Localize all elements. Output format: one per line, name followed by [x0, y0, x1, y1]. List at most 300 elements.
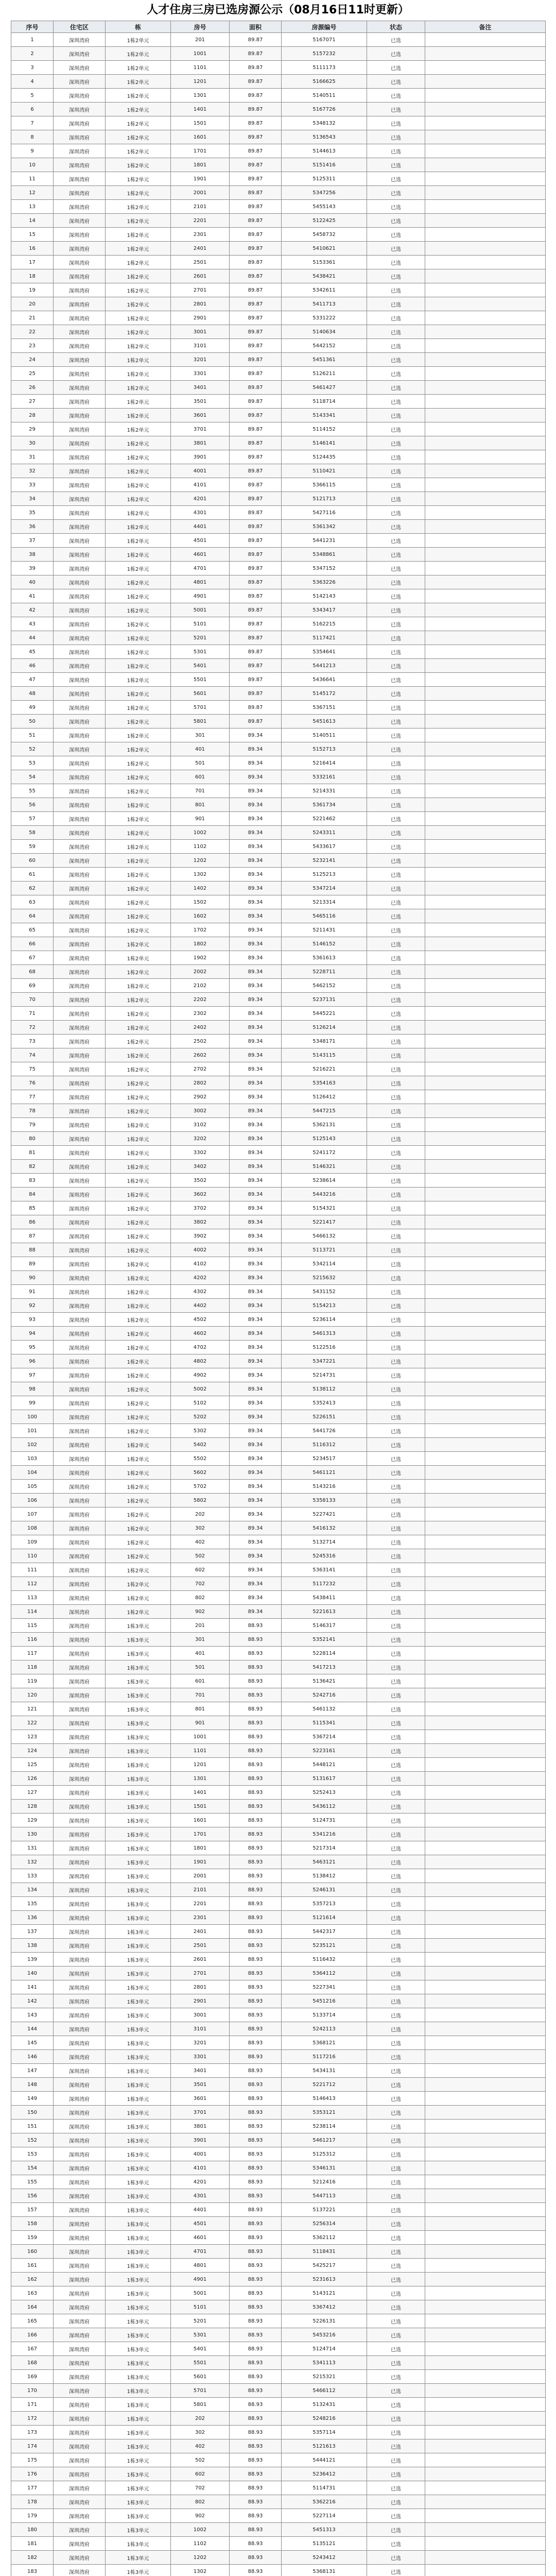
building-cell: 1栋2单元: [106, 1299, 171, 1313]
project-cell: 深圳湾府: [54, 2078, 106, 2092]
project-cell: 深圳湾府: [54, 1118, 106, 1132]
unit-cell: 5601: [171, 687, 230, 701]
note-cell: [425, 1967, 546, 1980]
project-cell: 深圳湾府: [54, 1076, 106, 1090]
status-cell: 已选: [367, 75, 425, 89]
note-cell: [425, 1494, 546, 1507]
note-cell: [425, 367, 546, 381]
building-cell: 1栋2单元: [106, 1062, 171, 1076]
project-cell: 深圳湾府: [54, 2008, 106, 2022]
area-cell: 89.34: [230, 1507, 282, 1521]
seq-cell: 83: [11, 1174, 54, 1188]
unit-cell: 4801: [171, 2259, 230, 2273]
status-cell: 已选: [367, 172, 425, 186]
building-cell: 1栋2单元: [106, 381, 171, 395]
unit-cell: 501: [171, 756, 230, 770]
project-cell: 深圳湾府: [54, 1396, 106, 1410]
status-cell: 已选: [367, 2453, 425, 2467]
project-cell: 深圳湾府: [54, 2495, 106, 2509]
status-cell: 已选: [367, 923, 425, 937]
status-cell: 已选: [367, 575, 425, 589]
seq-cell: 76: [11, 1076, 54, 1090]
area-cell: 88.93: [230, 2259, 282, 2273]
table-row: [11, 2453, 546, 2467]
note-cell: [425, 200, 546, 214]
building-cell: 1栋3单元: [106, 1939, 171, 1953]
note-cell: [425, 283, 546, 297]
table-row: [11, 1772, 546, 1786]
status-cell: 已选: [367, 2412, 425, 2426]
listing-code-cell: 5136543: [282, 130, 367, 144]
listing-code-cell: 5136421: [282, 1674, 367, 1688]
project-cell: 深圳湾府: [54, 2342, 106, 2356]
seq-cell: 87: [11, 1229, 54, 1243]
project-cell: 深圳湾府: [54, 1466, 106, 1480]
area-cell: 88.93: [230, 1855, 282, 1869]
listing-code-cell: 5348171: [282, 1035, 367, 1048]
project-cell: 深圳湾府: [54, 673, 106, 687]
building-cell: 1栋3单元: [106, 1744, 171, 1758]
table-row: [11, 1494, 546, 1507]
area-cell: 89.87: [230, 436, 282, 450]
project-cell: 深圳湾府: [54, 1410, 106, 1424]
building-cell: 1栋2单元: [106, 937, 171, 951]
listing-code-cell: 5110421: [282, 464, 367, 478]
listing-code-cell: 5117421: [282, 631, 367, 645]
listing-code-cell: 5214731: [282, 1368, 367, 1382]
table-row: [11, 1062, 546, 1076]
status-cell: 已选: [367, 1368, 425, 1382]
status-cell: 已选: [367, 687, 425, 701]
area-cell: 89.87: [230, 673, 282, 687]
project-cell: 深圳湾府: [54, 2537, 106, 2551]
listing-code-cell: 5124714: [282, 2342, 367, 2356]
note-cell: [425, 715, 546, 728]
area-cell: 89.87: [230, 47, 282, 61]
table-row: [11, 854, 546, 868]
table-row: [11, 589, 546, 603]
area-cell: 88.93: [230, 2022, 282, 2036]
area-cell: 88.93: [230, 2453, 282, 2467]
status-cell: 已选: [367, 1174, 425, 1188]
header-listing-code: 房源编号: [282, 21, 367, 33]
area-cell: 89.34: [230, 770, 282, 784]
unit-cell: 4902: [171, 1368, 230, 1382]
table-row: [11, 2064, 546, 2078]
table-row: [11, 840, 546, 854]
unit-cell: 1102: [171, 840, 230, 854]
unit-cell: 5201: [171, 2314, 230, 2328]
area-cell: 88.93: [230, 2286, 282, 2300]
note-cell: [425, 144, 546, 158]
note-cell: [425, 2314, 546, 2328]
status-cell: 已选: [367, 1257, 425, 1271]
unit-cell: 702: [171, 1577, 230, 1591]
building-cell: 1栋3单元: [106, 1674, 171, 1688]
table-row: [11, 2133, 546, 2147]
project-cell: 深圳湾府: [54, 1257, 106, 1271]
seq-cell: 138: [11, 1939, 54, 1953]
table-row: [11, 2175, 546, 2189]
listing-code-cell: 5124435: [282, 450, 367, 464]
note-cell: [425, 617, 546, 631]
area-cell: 88.93: [230, 1660, 282, 1674]
table-row: [11, 242, 546, 256]
note-cell: [425, 1897, 546, 1911]
project-cell: 深圳湾府: [54, 2259, 106, 2273]
listing-code-cell: 5117216: [282, 2050, 367, 2064]
table-row: [11, 1674, 546, 1688]
area-cell: 89.34: [230, 1313, 282, 1327]
building-cell: 1栋3单元: [106, 1814, 171, 1827]
status-cell: 已选: [367, 770, 425, 784]
note-cell: [425, 2203, 546, 2217]
status-cell: 已选: [367, 812, 425, 826]
unit-cell: 2401: [171, 242, 230, 256]
table-row: [11, 812, 546, 826]
note-cell: [425, 116, 546, 130]
building-cell: 1栋2单元: [106, 1160, 171, 1174]
project-cell: 深圳湾府: [54, 715, 106, 728]
area-cell: 88.93: [230, 2106, 282, 2120]
seq-cell: 56: [11, 798, 54, 812]
project-cell: 深圳湾府: [54, 2231, 106, 2245]
building-cell: 1栋3单元: [106, 1716, 171, 1730]
unit-cell: 1302: [171, 868, 230, 882]
table-row: [11, 1021, 546, 1035]
listing-code-cell: 5212416: [282, 2175, 367, 2189]
table-row: [11, 1744, 546, 1758]
table-row: [11, 2106, 546, 2120]
project-cell: 深圳湾府: [54, 854, 106, 868]
project-cell: 深圳湾府: [54, 2356, 106, 2370]
unit-cell: 1401: [171, 1786, 230, 1800]
seq-cell: 25: [11, 367, 54, 381]
area-cell: 89.87: [230, 478, 282, 492]
area-cell: 89.34: [230, 854, 282, 868]
seq-cell: 81: [11, 1146, 54, 1160]
area-cell: 88.93: [230, 2342, 282, 2356]
unit-cell: 3001: [171, 2008, 230, 2022]
status-cell: 已选: [367, 2203, 425, 2217]
table-row: [11, 381, 546, 395]
status-cell: 已选: [367, 103, 425, 116]
area-cell: 89.34: [230, 882, 282, 895]
seq-cell: 170: [11, 2384, 54, 2398]
building-cell: 1栋2单元: [106, 311, 171, 325]
status-cell: 已选: [367, 756, 425, 770]
note-cell: [425, 1480, 546, 1494]
status-cell: 已选: [367, 1438, 425, 1452]
area-cell: 88.93: [230, 2120, 282, 2133]
area-cell: 89.34: [230, 1160, 282, 1174]
project-cell: 深圳湾府: [54, 2453, 106, 2467]
note-cell: [425, 409, 546, 422]
table-row: [11, 1341, 546, 1354]
status-cell: 已选: [367, 2481, 425, 2495]
unit-cell: 4301: [171, 506, 230, 520]
listing-code-cell: 5366115: [282, 478, 367, 492]
building-cell: 1栋3单元: [106, 1869, 171, 1883]
project-cell: 深圳湾府: [54, 1507, 106, 1521]
building-cell: 1栋3单元: [106, 2106, 171, 2120]
project-cell: 深圳湾府: [54, 1048, 106, 1062]
seq-cell: 108: [11, 1521, 54, 1535]
table-row: [11, 395, 546, 409]
status-cell: 已选: [367, 854, 425, 868]
listing-code-cell: 5352413: [282, 1396, 367, 1410]
note-cell: [425, 1633, 546, 1647]
building-cell: 1栋2单元: [106, 130, 171, 144]
unit-cell: 5002: [171, 1382, 230, 1396]
note-cell: [425, 784, 546, 798]
building-cell: 1栋2单元: [106, 464, 171, 478]
seq-cell: 178: [11, 2495, 54, 2509]
seq-cell: 39: [11, 562, 54, 575]
status-cell: 已选: [367, 283, 425, 297]
area-cell: 89.87: [230, 603, 282, 617]
area-cell: 89.34: [230, 1215, 282, 1229]
seq-cell: 9: [11, 144, 54, 158]
status-cell: 已选: [367, 1201, 425, 1215]
unit-cell: 3801: [171, 2120, 230, 2133]
note-cell: [425, 61, 546, 75]
unit-cell: 1601: [171, 1814, 230, 1827]
note-cell: [425, 742, 546, 756]
seq-cell: 2: [11, 47, 54, 61]
listing-code-cell: 5162215: [282, 617, 367, 631]
project-cell: 深圳湾府: [54, 1911, 106, 1925]
unit-cell: 2501: [171, 1939, 230, 1953]
building-cell: 1栋2单元: [106, 1229, 171, 1243]
table-row: [11, 1257, 546, 1271]
status-cell: 已选: [367, 1118, 425, 1132]
unit-cell: 2801: [171, 1980, 230, 1994]
project-cell: 深圳湾府: [54, 1007, 106, 1021]
note-cell: [425, 798, 546, 812]
listing-code-cell: 5341113: [282, 2356, 367, 2370]
seq-cell: 89: [11, 1257, 54, 1271]
unit-cell: 902: [171, 2509, 230, 2523]
listing-code-cell: 5216221: [282, 1062, 367, 1076]
unit-cell: 2601: [171, 269, 230, 283]
table-row: [11, 1967, 546, 1980]
unit-cell: 3402: [171, 1160, 230, 1174]
area-cell: 89.87: [230, 645, 282, 659]
area-cell: 89.34: [230, 1229, 282, 1243]
status-cell: 已选: [367, 937, 425, 951]
area-cell: 89.87: [230, 61, 282, 75]
seq-cell: 107: [11, 1507, 54, 1521]
table-row: [11, 1480, 546, 1494]
unit-cell: 1201: [171, 75, 230, 89]
unit-cell: 1501: [171, 1800, 230, 1814]
unit-cell: 4301: [171, 2189, 230, 2203]
listing-code-cell: 5223161: [282, 1744, 367, 1758]
project-cell: 深圳湾府: [54, 868, 106, 882]
status-cell: 已选: [367, 33, 425, 47]
status-cell: 已选: [367, 200, 425, 214]
table-row: [11, 1716, 546, 1730]
listing-code-cell: 5121713: [282, 492, 367, 506]
seq-cell: 13: [11, 200, 54, 214]
status-cell: 已选: [367, 1911, 425, 1925]
area-cell: 88.93: [230, 1716, 282, 1730]
building-cell: 1栋3单元: [106, 1827, 171, 1841]
seq-cell: 137: [11, 1925, 54, 1939]
seq-cell: 29: [11, 422, 54, 436]
note-cell: [425, 2231, 546, 2245]
area-cell: 88.93: [230, 2064, 282, 2078]
note-cell: [425, 1925, 546, 1939]
building-cell: 1栋3单元: [106, 2231, 171, 2245]
project-cell: 深圳湾府: [54, 965, 106, 979]
note-cell: [425, 1021, 546, 1035]
listing-code-cell: 5347221: [282, 1354, 367, 1368]
unit-cell: 1402: [171, 882, 230, 895]
seq-cell: 122: [11, 1716, 54, 1730]
note-cell: [425, 1410, 546, 1424]
area-cell: 89.87: [230, 144, 282, 158]
area-cell: 89.34: [230, 1521, 282, 1535]
note-cell: [425, 1076, 546, 1090]
table-row: [11, 2537, 546, 2551]
building-cell: 1栋2单元: [106, 798, 171, 812]
project-cell: 深圳湾府: [54, 1619, 106, 1633]
area-cell: 89.34: [230, 840, 282, 854]
listing-code-cell: 5341216: [282, 1827, 367, 1841]
building-cell: 1栋2单元: [106, 1563, 171, 1577]
seq-cell: 126: [11, 1772, 54, 1786]
note-cell: [425, 1007, 546, 1021]
listing-code-cell: 5453216: [282, 2328, 367, 2342]
unit-cell: 3501: [171, 395, 230, 409]
note-cell: [425, 1090, 546, 1104]
table-row: [11, 1466, 546, 1480]
seq-cell: 103: [11, 1452, 54, 1466]
note-cell: [425, 2064, 546, 2078]
building-cell: 1栋3单元: [106, 1883, 171, 1897]
note-cell: [425, 242, 546, 256]
status-cell: 已选: [367, 840, 425, 854]
unit-cell: 3502: [171, 1174, 230, 1188]
building-cell: 1栋2单元: [106, 158, 171, 172]
status-cell: 已选: [367, 965, 425, 979]
project-cell: 深圳湾府: [54, 464, 106, 478]
status-cell: 已选: [367, 1424, 425, 1438]
note-cell: [425, 2022, 546, 2036]
table-row: [11, 103, 546, 116]
project-cell: 深圳湾府: [54, 1549, 106, 1563]
note-cell: [425, 1702, 546, 1716]
area-cell: 88.93: [230, 2078, 282, 2092]
area-cell: 89.34: [230, 1257, 282, 1271]
note-cell: [425, 1118, 546, 1132]
status-cell: 已选: [367, 1786, 425, 1800]
table-row: [11, 325, 546, 339]
listing-code-cell: 5131617: [282, 1772, 367, 1786]
project-cell: 深圳湾府: [54, 1925, 106, 1939]
building-cell: 1栋2单元: [106, 492, 171, 506]
listing-code-cell: 5154213: [282, 1299, 367, 1313]
note-cell: [425, 353, 546, 367]
seq-cell: 155: [11, 2175, 54, 2189]
note-cell: [425, 2161, 546, 2175]
status-cell: 已选: [367, 1619, 425, 1633]
note-cell: [425, 422, 546, 436]
unit-cell: 5501: [171, 673, 230, 687]
note-cell: [425, 687, 546, 701]
area-cell: 89.34: [230, 1494, 282, 1507]
listing-code-cell: 5367151: [282, 701, 367, 715]
note-cell: [425, 2551, 546, 2565]
listing-code-cell: 5332161: [282, 770, 367, 784]
listing-code-cell: 5465116: [282, 909, 367, 923]
status-cell: 已选: [367, 2384, 425, 2398]
building-cell: 1栋2单元: [106, 742, 171, 756]
status-cell: 已选: [367, 144, 425, 158]
building-cell: 1栋3单元: [106, 2133, 171, 2147]
project-cell: 深圳湾府: [54, 1577, 106, 1591]
project-cell: 深圳湾府: [54, 367, 106, 381]
listing-code-cell: 5116312: [282, 1438, 367, 1452]
seq-cell: 16: [11, 242, 54, 256]
status-cell: 已选: [367, 492, 425, 506]
unit-cell: 4002: [171, 1243, 230, 1257]
building-cell: 1栋3单元: [106, 1730, 171, 1744]
project-cell: 深圳湾府: [54, 1953, 106, 1967]
status-cell: 已选: [367, 1313, 425, 1327]
status-cell: 已选: [367, 548, 425, 562]
listing-code-cell: 5143341: [282, 409, 367, 422]
note-cell: [425, 1466, 546, 1480]
note-cell: [425, 2509, 546, 2523]
seq-cell: 78: [11, 1104, 54, 1118]
status-cell: 已选: [367, 534, 425, 548]
project-cell: 深圳湾府: [54, 89, 106, 103]
table-row: [11, 75, 546, 89]
note-cell: [425, 2106, 546, 2120]
building-cell: 1栋2单元: [106, 47, 171, 61]
listing-code-cell: 5122516: [282, 1341, 367, 1354]
seq-cell: 101: [11, 1424, 54, 1438]
area-cell: 88.93: [230, 2161, 282, 2175]
unit-cell: 4302: [171, 1285, 230, 1299]
table-row: [11, 436, 546, 450]
seq-cell: 158: [11, 2217, 54, 2231]
project-cell: 深圳湾府: [54, 840, 106, 854]
table-row: [11, 937, 546, 951]
unit-cell: 5402: [171, 1438, 230, 1452]
building-cell: 1栋3单元: [106, 1619, 171, 1633]
building-cell: 1栋2单元: [106, 1243, 171, 1257]
building-cell: 1栋2单元: [106, 33, 171, 47]
unit-cell: 3201: [171, 353, 230, 367]
listing-code-cell: 5461217: [282, 2133, 367, 2147]
seq-cell: 34: [11, 492, 54, 506]
project-cell: 深圳湾府: [54, 951, 106, 965]
seq-cell: 24: [11, 353, 54, 367]
table-row: [11, 1647, 546, 1660]
project-cell: 深圳湾府: [54, 1688, 106, 1702]
seq-cell: 118: [11, 1660, 54, 1674]
note-cell: [425, 1869, 546, 1883]
area-cell: 88.93: [230, 1925, 282, 1939]
area-cell: 88.93: [230, 2092, 282, 2106]
listing-code-cell: 5124731: [282, 1814, 367, 1827]
listing-code-cell: 5444121: [282, 2453, 367, 2467]
note-cell: [425, 311, 546, 325]
